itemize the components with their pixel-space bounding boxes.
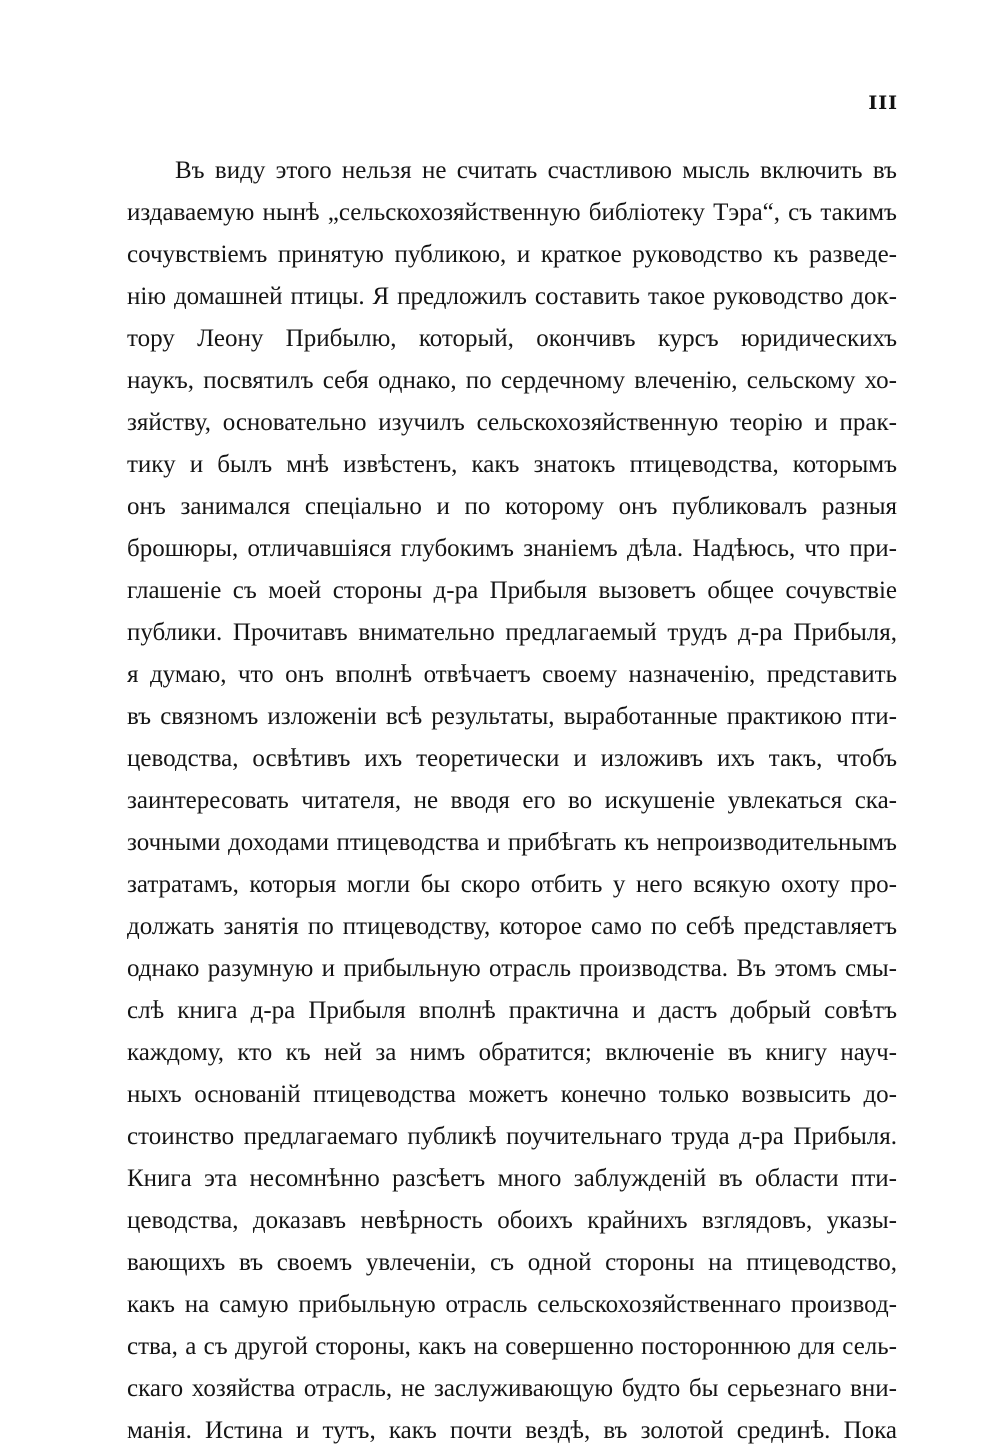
text-line: должать занятія по птицеводству, которое само по себѣ представляетъ xyxy=(127,913,897,940)
text-line: ства, а съ другой стороны, какъ на совершенно постороннюю для сель- xyxy=(127,1333,897,1360)
text-line: какъ на самую прибыльную отрасль сельскохозяйственнаго производ- xyxy=(127,1291,897,1318)
text-line: тику и былъ мнѣ извѣстенъ, какъ знатокъ птицеводства, которымъ xyxy=(127,451,897,478)
text-line: скаго хозяйства отрасль, не заслуживающую будто бы серьезнаго вни- xyxy=(127,1375,897,1402)
text-line: зочными доходами птицеводства и прибѣгать къ непроизводительнымъ xyxy=(127,829,897,856)
text-line: наукъ, посвятилъ себя однако, по сердечному влеченію, сельскому хо- xyxy=(127,367,897,394)
text-line: Книга эта несомнѣнно разсѣетъ много заблужденій въ области пти- xyxy=(127,1165,897,1192)
text-line: публики. Прочитавъ внимательно предлагаемый трудъ д-ра Прибыля, xyxy=(127,619,897,646)
text-line: заинтересовать читателя, не вводя его во искушеніе увлекаться ска- xyxy=(127,787,897,814)
text-line: въ связномъ изложеніи всѣ результаты, выработанные практикою пти- xyxy=(127,703,897,730)
text-line: слѣ книга д-ра Прибыля вполнѣ практична и дастъ добрый совѣтъ xyxy=(127,997,897,1024)
text-line: вающихъ въ своемъ увлеченіи, съ одной стороны на птицеводство, xyxy=(127,1249,897,1276)
text-line: манія. Истина и тутъ, какъ почти вездѣ, въ золотой срединѣ. Пока xyxy=(127,1417,897,1444)
text-line: затратамъ, которыя могли бы скоро отбить у него всякую охоту про- xyxy=(127,871,897,898)
text-line: цеводства, доказавъ невѣрность обоихъ крайнихъ взглядовъ, указы- xyxy=(127,1207,897,1234)
text-line: зяйству, основательно изучилъ сельскохозяйственную теорію и прак- xyxy=(127,409,897,436)
text-line: ныхъ основаній птицеводства можетъ конечно только возвысить до- xyxy=(127,1081,897,1108)
text-line: цеводства, освѣтивъ ихъ теоретически и изложивъ ихъ такъ, чтобъ xyxy=(127,745,897,772)
text-line: стоинство предлагаемаго публикѣ поучительнаго труда д-ра Прибыля. xyxy=(127,1123,897,1150)
text-line: однако разумную и прибыльную отрасль производства. Въ этомъ смы- xyxy=(127,955,897,982)
text-line: глашеніе съ моей стороны д-ра Прибыля вызоветъ общее сочувствіе xyxy=(127,577,897,604)
text-line: каждому, кто къ ней за нимъ обратится; включеніе въ книгу науч- xyxy=(127,1039,897,1066)
text-line: тору Леону Прибылю, который, окончивъ курсъ юридическихъ xyxy=(127,325,897,352)
text-line: издаваемую нынѣ „сельскохозяйственную библіотеку Тэра“, съ такимъ xyxy=(127,199,897,226)
page-number: III xyxy=(868,92,898,114)
text-line: онъ занимался спеціально и по которому онъ публиковалъ разныя xyxy=(127,493,897,520)
text-line: я думаю, что онъ вполнѣ отвѣчаетъ своему назначенію, представить xyxy=(127,661,897,688)
text-line: Въ виду этого нельзя не считать счастливою мысль включить въ xyxy=(175,157,897,184)
body-text xyxy=(127,150,897,1452)
text-line: нію домашней птицы. Я предложилъ составить такое руководство док- xyxy=(127,283,897,310)
text-line: брошюры, отличавшіяся глубокимъ знаніемъ дѣла. Надѣюсь, что при- xyxy=(127,535,897,562)
text-line: сочувствіемъ принятую публикою, и краткое руководство къ разведе- xyxy=(127,241,897,268)
